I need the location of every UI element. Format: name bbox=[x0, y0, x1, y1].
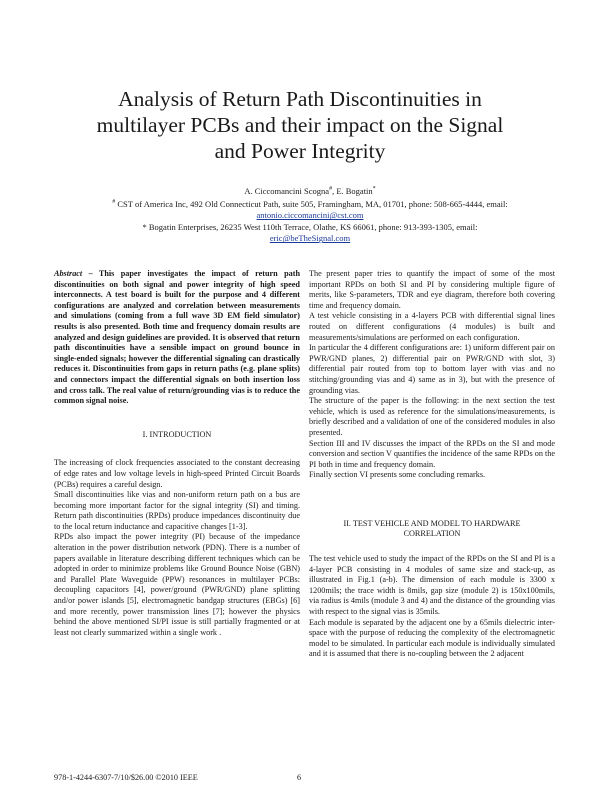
section-heading: CORRELATION bbox=[403, 529, 461, 539]
paragraph: RPDs also impact the power integrity (PI) because of the impedance alteration in the power distribution network (PDN). There is a number of papers available in literature describing different techniques which can be adopted in order to minimize problems like Ground Bounce Noise (GBN) and Parallel Plate Waveguide (PPW) resonances in multilayer PCBs: decoupling capacitors [4], power/ground (PWR/GND) plane splitting and/or power islands [5], electromagnetic bandgap structures (EBGs) [6] and more recently, power transmission lines [7]; however the physics behind the above mentioned SI/PI issue is still partially fragmented or at least not clearly summarized within a single work . bbox=[54, 532, 300, 637]
abstract-label: Abstract bbox=[54, 269, 83, 278]
email-2[interactable] bbox=[40, 233, 580, 244]
paragraph: Small discontinuities like vias and non-uniform return path on a bus are becoming more important factor for the signal integrity (SI) and timing. Return path discontinuities (RPDs) produce impedances discontinuity due to the local return inductance and capacitive changes [1-3]. bbox=[54, 490, 300, 531]
email-link-1[interactable]: antonio.ciccomancini@cst.com bbox=[256, 210, 364, 221]
title-line: and Power Integrity bbox=[214, 139, 386, 163]
title-line: multilayer PCBs and their impact on the Signal bbox=[96, 113, 504, 137]
right-column bbox=[309, 269, 555, 660]
affiliation-2: * Bogatin Enterprises, 26235 West 110th Terrace, Olathe, KS 66061, phone: 913-393-1305, email: bbox=[142, 221, 478, 232]
page-number: 6 bbox=[297, 773, 302, 782]
author-block bbox=[40, 184, 580, 245]
left-column bbox=[54, 269, 300, 638]
email-link-2[interactable]: eric@beTheSignal.com bbox=[269, 233, 351, 244]
paragraph: A test vehicle consisting in a 4-layers PCB with differential signal lines routed on different configurations (4 modules) is built and measurements/simulations are performed on each configuration. bbox=[309, 311, 555, 342]
paragraph: In particular the 4 different configurations are: 1) uniform different pair on PWR/GND planes, 2) differential pair on PWR/GND with slot, 3) differential pair routed from top to bottom layer with vias and no stitching/grounding vias and 4) same as in 3), but with the presence of grounding vias. bbox=[309, 343, 555, 395]
affiliation-1: # CST of America Inc, 492 Old Connecticut Path, suite 505, Framingham, MA, 01701, phone: 508-665-4444, email: bbox=[112, 199, 508, 210]
paragraph: Section III and IV discusses the impact of the RPDs on the SI and mode conversion and section V quantifies the incidence of the same RPDs on the PI both in time and frequency domain. bbox=[309, 438, 555, 469]
title-line: Analysis of Return Path Discontinuities in bbox=[118, 87, 482, 111]
author-names: A. Ciccomancini Scogna#, E. Bogatin* bbox=[244, 185, 376, 196]
footer-isbn: 978-1-4244-6307-7/10/$26.00 ©2010 IEEE bbox=[54, 773, 198, 782]
abstract bbox=[54, 269, 300, 407]
section-heading: II. TEST VEHICLE AND MODEL TO HARDWARE bbox=[343, 518, 521, 528]
abstract-text: – This paper investigates the impact of return path discontinuities on both signal and power integrity of high speed interconnects. A test board is built for the purpose and 4 different configurations are analyzed and correlation between measurements and simulations (coming from a full wave 3D EM field simulator) results is also presented. Both time and frequency domain results are analyzed and design guidelines are provided. It is observed that return path discontinuities have a sensible impact on ground bounce in single-ended signals; however the differential signaling can drastically reduces it. Discontinuities from gaps in return paths (e.g. plane splits) and connectors impact the differential signals on both insertion loss and cross talk. The real value of return/grounding vias is to reduce the common signal noise. bbox=[54, 269, 300, 406]
paragraph: The test vehicle used to study the impact of the RPDs on the SI and PI is a 4-layer PCB consisting in 4 modules of same size and stack-up, as illustrated in Fig.1 (a-b). The dimension of each module is 3300 x 1200mils; the trace width is 8mils, gap size (module 2) is 150x100mils, via radius is 4mils (module 3 and 4) and the distance of the grounding vias with respect to the signal vias is 35mils. bbox=[309, 554, 555, 617]
paragraph: The increasing of clock frequencies associated to the constant decreasing of edge rates and low voltage levels in high-speed Printed Circuit Boards (PCBs) requires a careful design. bbox=[54, 458, 300, 489]
paragraph: The structure of the paper is the following: in the next section the test vehicle, which is used as reference for the simulations/measurements, is briefly described and a validation of one of the considered modules in also presented. bbox=[309, 396, 555, 437]
email-1[interactable] bbox=[40, 210, 580, 221]
paper-title bbox=[60, 86, 540, 164]
paragraph: Each module is separated by the adjacent one by a 65mils dielectric inter-space with the purpose of reducing the complexity of the electromagnetic model to be simulated. In particular each module is individually simulated and it is assumed that there is no-coupling between the 2 adjacent bbox=[309, 617, 555, 659]
paragraph: Finally section VI presents some concluding remarks. bbox=[309, 470, 486, 480]
paragraph: The present paper tries to quantify the impact of some of the most important RPDs on both SI and PI by considering multiple figure of merits, like S-parameters, TDR and eye diagram, therefore both covering time and frequency domain. bbox=[309, 269, 555, 310]
section-heading: I. INTRODUCTION bbox=[142, 429, 212, 439]
